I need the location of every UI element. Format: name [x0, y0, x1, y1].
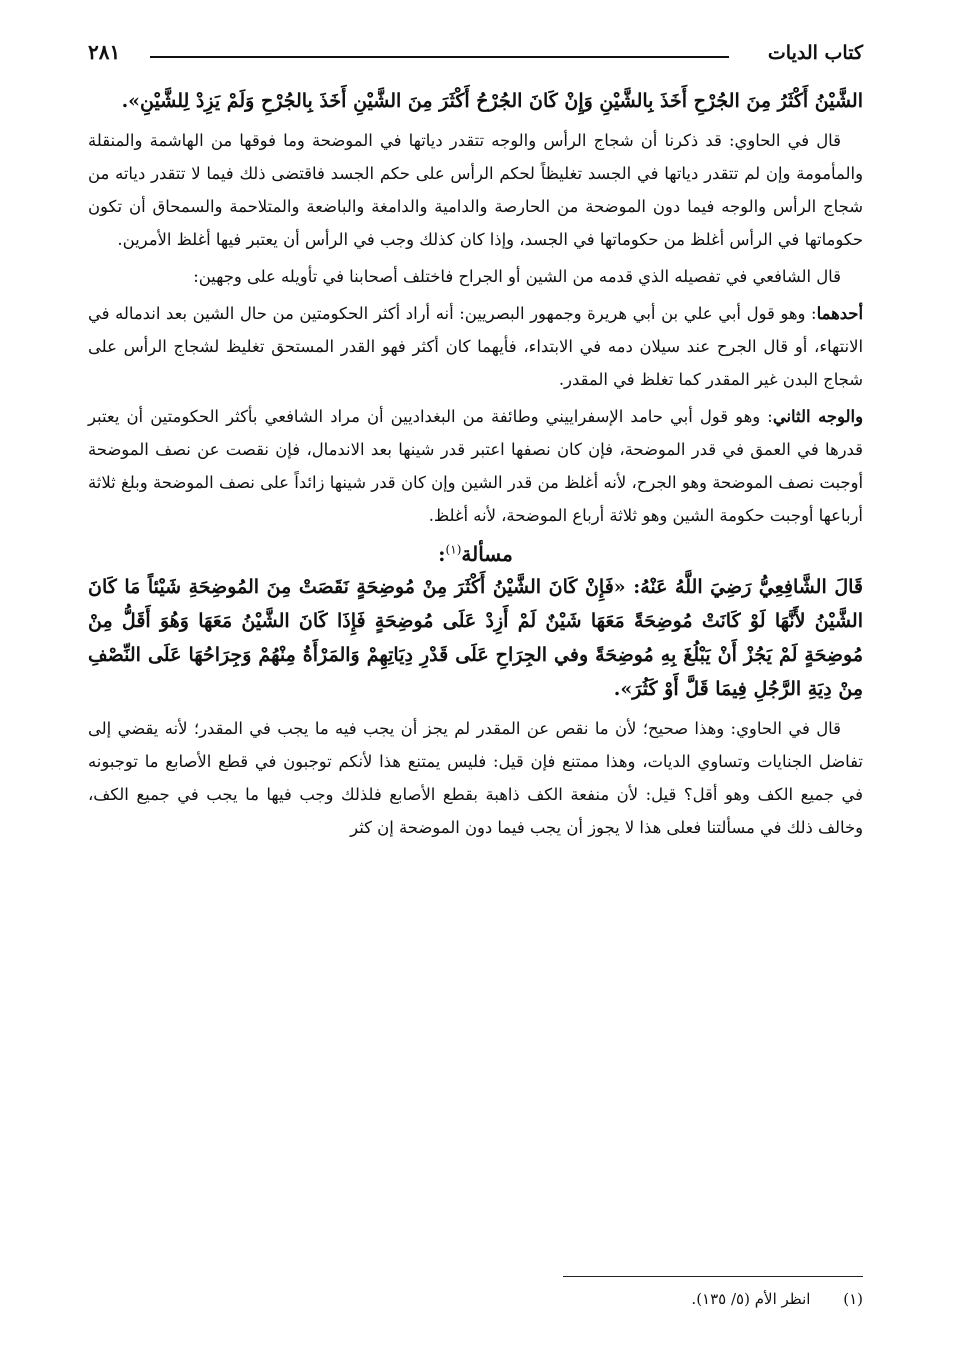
first-view-text: : وهو قول أبي علي بن أبي هريرة وجمهور البصريين: أنه أراد أكثر الحكومتين من حال الشين بعد اندماله في الانتهاء، أو قال الجرح عند سيلان دمه في الابتداء، فأيهما كان أكثر فهو القدر المستحق تغليظ لشجاج الرأس على شجاج البدن غير المقدر كما تغلظ في المقدر. [88, 304, 863, 389]
first-view-label: أحدهما [816, 304, 863, 323]
section-heading [88, 542, 863, 566]
header-rule [150, 56, 729, 58]
shafii-quote: قَالَ الشَّافِعِيُّ رَضِيَ اللَّهُ عَنْهُ: «فَإِنْ كَانَ الشَّيْنُ أَكْثَرَ مِنْ مُوضِحَةٍ نَقَصَتْ مِنَ المُوضِحَةِ شَيْئاً مَا كَانَ الشَّيْنُ لأَنَّهَا لَوْ كَانَتْ مُوضِحَةً مَعَهَا شَيْنٌ لَمْ أَزِدْ عَلَى مُوضِحَةٍ فَإِذَا كَانَ الشَّيْنُ مَعَهَا وَهُوَ أَقَلُّ مِنْ مُوضِحَةٍ لَمْ يَجُزْ أَنْ يَبْلُغَ بِهِ مُوضِحَةً وفي الجِرَاحِ عَلَى قَدْرِ دِيَاتِهِمْ وَالمَرْأَةُ مِنْهُمْ وَجِرَاحُهَا عَلَى النِّصْفِ مِنْ دِيَةِ الرَّجُلِ فِيمَا قَلَّ أَوْ كَثُرَ». [88, 576, 863, 700]
second-view-label: والوجه الثاني [772, 407, 863, 426]
footnote-marker: (١) [445, 542, 462, 557]
first-view-paragraph [88, 297, 863, 396]
page-body [88, 84, 863, 848]
footnote-number: (١) [843, 1290, 863, 1308]
footnote [691, 1290, 863, 1308]
page-header [88, 38, 863, 78]
hawi-paragraph-1: قال في الحاوي: قد ذكرنا أن شجاج الرأس والوجه تتقدر دياتها في الموضحة وما فوقها من الهاشمة والمنقلة والمأمومة وإن لم تتقدر دياتها في الجسد تغليظاً لحكم الرأس على حكم الجسد فاقتضى ذلك فيما لا تتقدر دياته من شجاج الرأس والوجه فيما دون الموضحة من الحارصة والدامية والدامغة والباضعة والمتلاحمة والسمحاق أن تكون حكوماتها في الرأس أغلظ من حكوماتها في الجسد، وإذا كان كذلك وجب في الرأس أن يعتبر فيها أغلظ الأمرين. [88, 131, 863, 249]
opening-quote: الشَّيْنُ أَكْثَرُ مِنَ الجُرْحِ أَخَذَ بِالشَّيْنِ وَإِنْ كَانَ الجُرْحُ أَكْثَرَ مِنَ الشَّيْنِ أَخَذَ بِالجُرْحِ وَلَمْ يَزِدْ لِلشَّيْنِ». [121, 90, 863, 112]
book-title: كتاب الديات [767, 42, 863, 64]
section-colon: : [438, 542, 446, 566]
shafii-detail-paragraph: قال الشافعي في تفصيله الذي قدمه من الشين أو الجراح فاختلف أصحابنا في تأويله على وجهين: [193, 267, 841, 286]
section-title: مسألة [461, 542, 513, 566]
footnote-rule [563, 1276, 863, 1277]
hawi-paragraph-2: قال في الحاوي: وهذا صحيح؛ لأن ما نقص عن المقدر لم يجز أن يجب فيه ما يجب في المقدر؛ لأنه يقضي إلى تفاضل الجنايات وتساوي الديات، وهذا ممتنع فإن قيل: فليس يمتنع هذا لأنكم توجبون في قطع الأصابع ما توجبونه في جميع الكف وهو أقل؟ قيل: لأن منفعة الكف ذاهبة بقطع الأصابع فلذلك وجب فيها ما يجب في جميع الكف، وخالف ذلك في مسألتنا فعلى هذا لا يجوز أن يجب فيما دون الموضحة إن كثر [88, 719, 863, 837]
page-number: ٢٨١ [88, 40, 121, 64]
second-view-paragraph [88, 400, 863, 532]
footnote-text: انظر الأم (٥/ ١٣٥). [691, 1290, 811, 1308]
second-view-text: : وهو قول أبي حامد الإسفراييني وطائفة من البغداديين أن مراد الشافعي بأكثر الحكومتين أن يعتبر قدرها في العمق في قدر الموضحة، فإن كان نصفها اعتبر قدر شينها بعد الاندمال، فإن نقصت عن نصف الموضحة أوجبت نصف الموضحة وهو الجرح، لأنه أغلظ من قدر الشين وإن كان قدر شينها زائداً على نصف الموضحة وبلغ ثلاثة أرباعها أوجبت حكومة الشين وهو ثلاثة أرباع الموضحة، لأنه أغلظ. [88, 407, 863, 525]
